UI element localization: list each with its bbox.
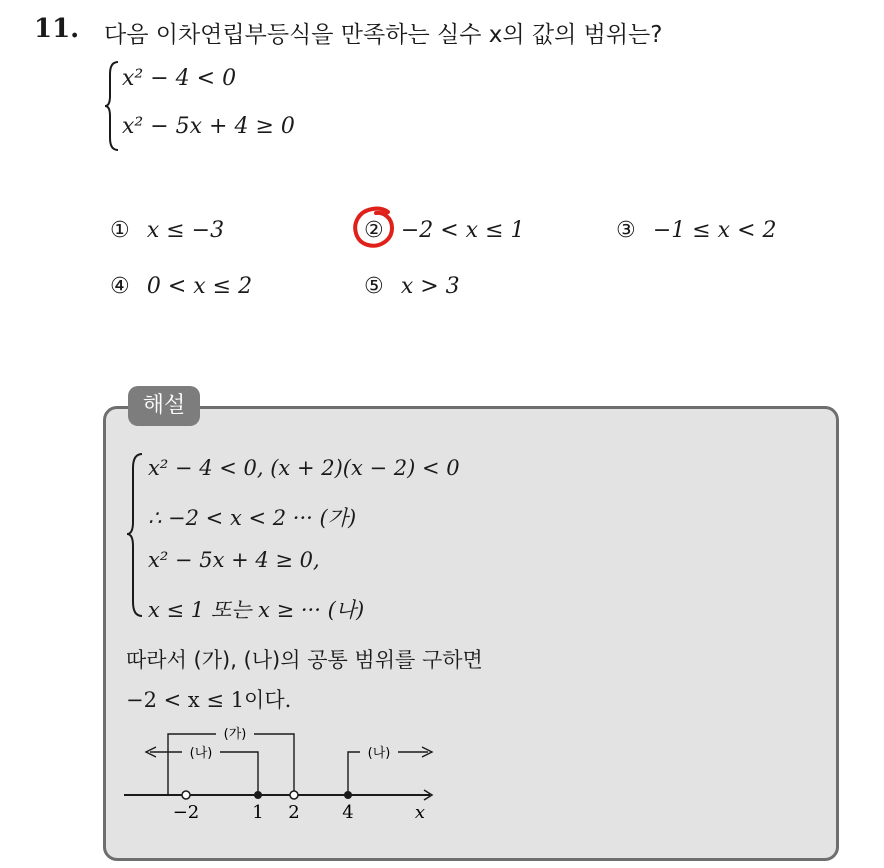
system-line-1: x² − 4 < 0 <box>122 66 237 91</box>
tick-minus2: −2 <box>172 802 200 823</box>
question-text: 다음 이차연립부등식을 만족하는 실수 x의 값의 범위는? <box>104 22 663 48</box>
number-line-diagram <box>120 716 450 826</box>
option-5-mark: ⑤ <box>364 274 384 299</box>
system-line-2: x² − 5x + 4 ≥ 0 <box>122 114 295 139</box>
option-3-text: −1 ≤ x < 2 <box>652 218 777 243</box>
option-4-text: 0 < x ≤ 2 <box>146 274 253 299</box>
solution-tag: 해설 <box>128 386 200 426</box>
solution-conclusion-1: 따라서 (가), (나)의 공통 범위를 구하면 <box>126 648 483 672</box>
label-na-right: (나) <box>367 746 391 761</box>
tick-2: 2 <box>288 802 300 823</box>
tick-4: 4 <box>342 802 354 823</box>
point-4-closed <box>344 791 352 799</box>
solution-line-4: x ≤ 1 또는 x ≥ ··· (나) <box>148 598 365 622</box>
option-3-mark: ③ <box>616 218 636 243</box>
label-ga: (가) <box>223 727 247 742</box>
option-2-text: −2 < x ≤ 1 <box>400 218 525 243</box>
option-1-mark: ① <box>110 218 130 243</box>
option-5-text: x > 3 <box>400 274 460 299</box>
solution-line-3: x² − 5x + 4 ≥ 0, <box>148 548 320 572</box>
answer-mark-circle-icon <box>350 204 400 250</box>
system-brace-icon <box>104 60 122 152</box>
option-2-mark: ② <box>364 218 384 243</box>
solution-brace-icon <box>126 452 146 618</box>
range-ga <box>168 734 294 795</box>
option-5[interactable] <box>364 274 460 299</box>
option-1[interactable] <box>110 218 224 243</box>
solution-conclusion-2: −2 < x ≤ 1이다. <box>126 688 292 712</box>
point-1-closed <box>254 791 262 799</box>
option-4[interactable] <box>110 274 252 299</box>
solution-line-1: x² − 4 < 0, (x + 2)(x − 2) < 0 <box>148 456 460 480</box>
option-4-mark: ④ <box>110 274 130 299</box>
option-3[interactable] <box>616 218 777 243</box>
solution-line-2: ∴ −2 < x < 2 ··· (가) <box>148 506 357 530</box>
option-1-text: x ≤ −3 <box>146 218 225 243</box>
tick-1: 1 <box>252 802 264 823</box>
point-minus2-open <box>182 791 190 799</box>
point-2-open <box>290 791 298 799</box>
label-na-left: (나) <box>189 746 213 761</box>
axis-label-x: x <box>414 802 426 823</box>
question-number: 11. <box>34 14 80 44</box>
